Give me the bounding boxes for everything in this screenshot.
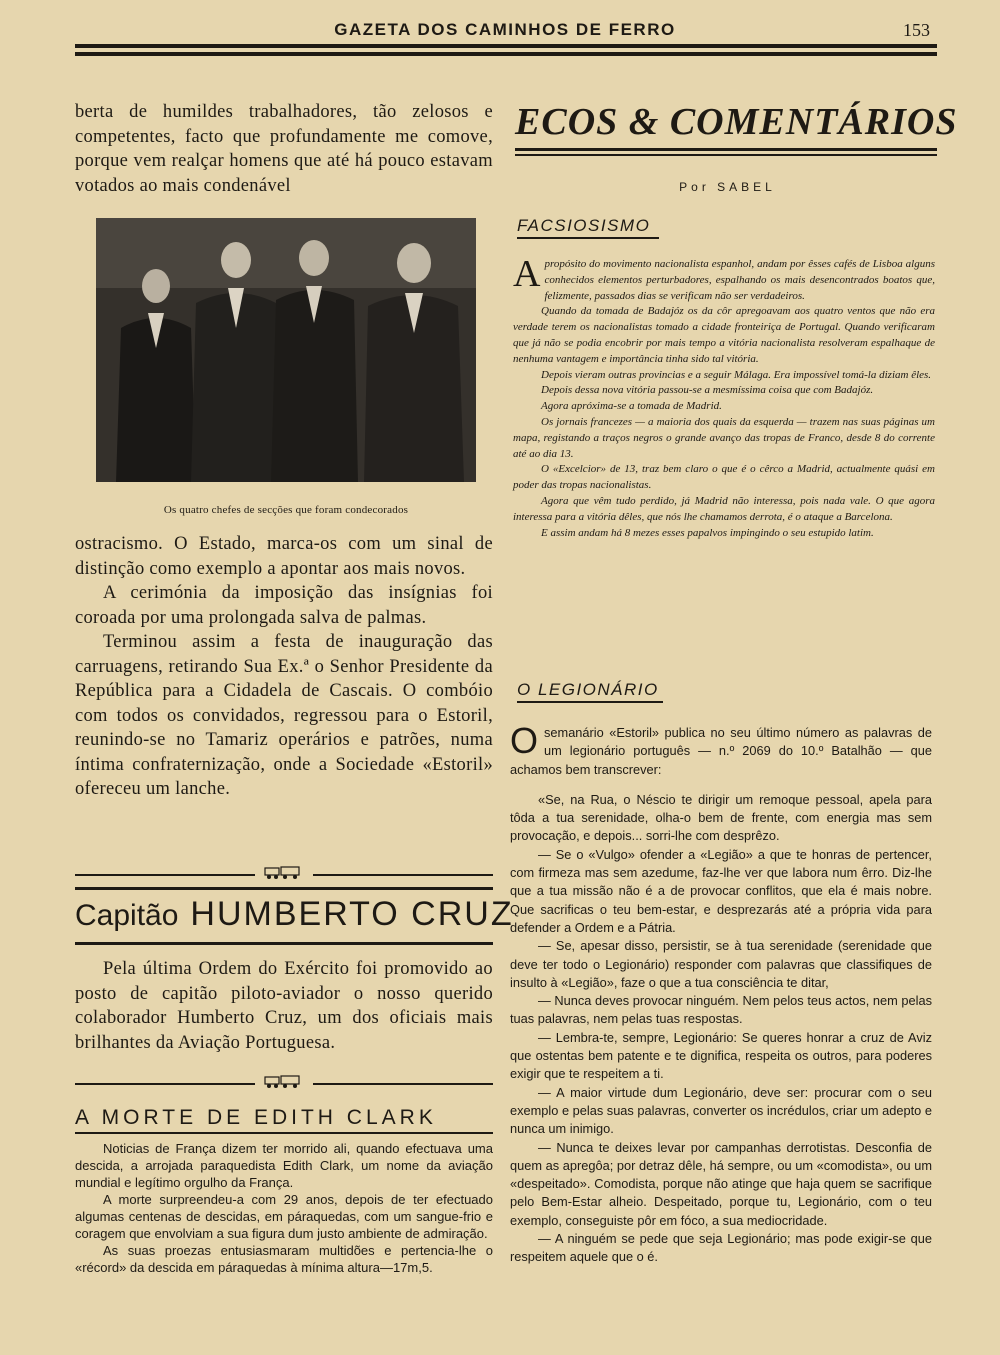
legionario-heading: [517, 680, 659, 700]
facsiosismo-paragraph: Depois dessa nova vitória passou-se a mesmíssima coisa que com Badajóz.: [541, 384, 874, 397]
legionario-article: [510, 720, 932, 1267]
facsiosismo-paragraph: E assim andam há 8 mezes esses papalvos impingindo o seu estupido latim.: [541, 526, 874, 539]
morte-headline: A MORTE DE EDITH CLARK: [75, 1106, 437, 1129]
header-rule: [75, 44, 937, 48]
section-rule: [75, 942, 493, 945]
morte-paragraph: A morte surpreendeu-a com 29 anos, depois de ter efectuado algumas centenas de descidas, em páraquedas, com um sangue-frio e coragem que envolviam a sua figura dum justo ambiente de admiração.: [75, 1192, 493, 1241]
morte-paragraph: Noticias de França dizem ter morrido ali, quando efectuava uma descida, a arrojada paraquedista Edith Clark, um nome da aviação mundial e legítimo orgulho da França.: [75, 1141, 493, 1190]
legionario-paragraph: «Se, na Rua, o Néscio te dirigir um remoque pessoal, apela para tôda a tua serenidade, olha-o bem de frente, com energia mas sem provocação, e depois... sorri-lhe com desprêzo.: [510, 791, 932, 844]
dropcap: A: [513, 253, 541, 295]
body-paragraph: Terminou assim a festa de inauguração das carruagens, retirando Sua Ex.ª o Senhor Presidente da República para a Cidadela de Cascais. O combóio com todos os convidados, regressou para o Estoril, reunindo-se no Tamariz operários e patrões, numa íntima confraternização, onde a Sociedade «Estoril» ofereceu um lanche.: [75, 632, 493, 799]
headline-name: HUMBERTO CRUZ: [190, 895, 514, 933]
legionario-paragraph: — Lembra-te, sempre, Legionário: Se queres honrar a cruz de Aviz que ostentas bem patente e te dignifica, respeita os outros, para poderes exigir que te respeitem a ti.: [510, 1029, 932, 1082]
photo-caption: Os quatro chefes de secções que foram condecorados: [163, 504, 409, 516]
train-icon: [263, 1073, 305, 1089]
capitao-article: [75, 957, 493, 1055]
dropcap: O: [510, 720, 539, 761]
headline-prefix: Capitão: [75, 899, 179, 932]
legionario-paragraph: — A ninguém se pede que seja Legionário; mas pode exigir-se que respeitem aquele que o é.: [510, 1231, 932, 1265]
left-column-intro: [75, 100, 493, 198]
body-paragraph: ostracismo. O Estado, marca-os com um sinal de distinção como exemplo a apontar aos mais novos.: [75, 534, 493, 579]
headline-rule: [515, 148, 937, 151]
facsiosismo-paragraph: Quando da tomada de Badajóz os da côr apregoavam aos quatro ventos que não era verdade terem os nacionalistas tomado a cidade fronteiriça de Portugal. Quando verificaram que já não se podia encobrir por mais tempo a vitória nacionalista resolveram espalhaque de nenhuma vantagem e importância tinha sido tal vitória.: [513, 305, 935, 365]
legionario-paragraph: — A maior virtude dum Legionário, deve ser: procurar com o seu exemplo e pelas suas palavras, converter os incrédulos, criar um adepto e nunca um inimigo.: [510, 1084, 932, 1137]
facsiosismo-paragraph: Agora apróxima-se a tomada de Madrid.: [541, 400, 722, 413]
facsiosismo-paragraph: Agora que vêm tudo perdido, já Madrid não interessa, pois nada vale. O que agora interessa para a vitória dêles, que nós lhe chamamos derrota, é o ataque a Barcelona.: [513, 494, 935, 523]
facsiosismo-paragraph: Depois vieram outras provincias e a seguir Málaga. Era impossível tomá-la diziam êles.: [541, 368, 932, 381]
morte-paragraph: As suas proezas entusiasmaram multidões e pertencia-lhe o «récord» da descida em páraquedas à mínima altura—17m,5.: [75, 1243, 493, 1275]
section-rule: [75, 1132, 493, 1134]
train-icon: [263, 864, 305, 880]
byline: Por SABEL: [679, 180, 776, 194]
headline-rule: [515, 154, 937, 156]
train-separator: [75, 1071, 493, 1091]
facsiosismo-paragraph: Apropósito do movimento nacionalista espanhol, andam por êsses cafés de Lisboa alguns conhecidos elementos perturbadores, espalhando os mais desencontrados boatos que, felizmente, passados dias se verificam não ser verdadeiros.: [513, 253, 935, 302]
intro-paragraph: berta de humildes trabalhadores, tão zelosos e competentes, facto que profundamente me comove, porque vem realçar homens que até há pouco estavam votados ao mais condenável: [75, 102, 493, 196]
left-column-body: [75, 532, 493, 802]
facsiosismo-heading: [517, 216, 650, 236]
section-heading-text: FACSIOSISMO: [517, 216, 651, 235]
train-separator: [75, 862, 493, 882]
facsiosismo-paragraph: Os jornais francezes — a maioria dos quais da esquerda — trazem nas suas páginas um mapa, registando a traços negros o grande avanço das tropas de Franco, desde 8 do corrente até ao dia 13.: [513, 415, 935, 460]
capitao-headline: [75, 895, 514, 934]
section-chiefs-photo: [96, 218, 476, 482]
photo-illustration: [96, 218, 476, 482]
legionario-paragraph: Osemanário «Estoril» publica no seu último número as palavras de um legionário português — n.º 2069 do 10.º Batalhão — que achamos bem transcrever:: [510, 720, 932, 777]
capitao-paragraph: Pela última Ordem do Exército foi promovido ao posto de capitão piloto-aviador o nosso querido colaborador Humberto Cruz, um dos oficiais mais brilhantes da Aviação Portuguesa.: [75, 959, 493, 1053]
morte-article: [75, 1140, 493, 1276]
page-number: 153: [903, 20, 930, 40]
section-heading-text: O LEGIONÁRIO: [517, 680, 659, 699]
section-rule: [75, 887, 493, 890]
legionario-paragraph: — Se o «Vulgo» ofender a «Legião» a que te honras de pertencer, com firmeza mas sem azedume, faz-lhe ver que labora num êrro. Diz-lhe que a tua missão não é a de provocar conflitos, que ela é mais nobre. Que sacrificas o teu bem-estar, e desprezarás até a própria vida para defender a Ordem e a Pátria.: [510, 846, 932, 935]
body-paragraph: A cerimónia da imposição das insígnias foi coroada por uma prolongada salva de palmas.: [75, 583, 493, 628]
header-rule: [75, 52, 937, 56]
facsiosismo-paragraph: O «Excelcior» de 13, traz bem claro o que é o cêrco a Madrid, actualmente quási em poder das tropas nacionalistas.: [513, 463, 935, 492]
legionario-paragraph: — Nunca te deixes levar por campanhas derrotistas. Desconfia de quem as apregôa; por detraz dêle, há sempre, ou um «comodista», ou um «despeitado». Comodista, porque não atinge que haja quem se sacrifique pelo Bem-Estar alheio. Despeitado, porque tu, Legionário, com o teu exemplo, conseguiste pôr em fóco, a sua mediocridade.: [510, 1139, 932, 1228]
facsiosismo-article: [513, 253, 935, 541]
legionario-paragraph: — Se, apesar disso, persistir, se à tua serenidade (serenidade que deve ter todo o Legionário) responder com palavras que classifiques de insulto à «Legião», faze o que a tua consciência te ditar,: [510, 938, 932, 990]
legionario-paragraph: — Nunca deves provocar ninguém. Nem pelos teus actos, nem pelas tuas palavras, nem pelas tuas respostas.: [510, 993, 932, 1027]
ecos-headline: ECOS & COMENTÁRIOS: [515, 101, 958, 143]
publication-title: GAZETA DOS CAMINHOS DE FERRO: [334, 20, 676, 39]
